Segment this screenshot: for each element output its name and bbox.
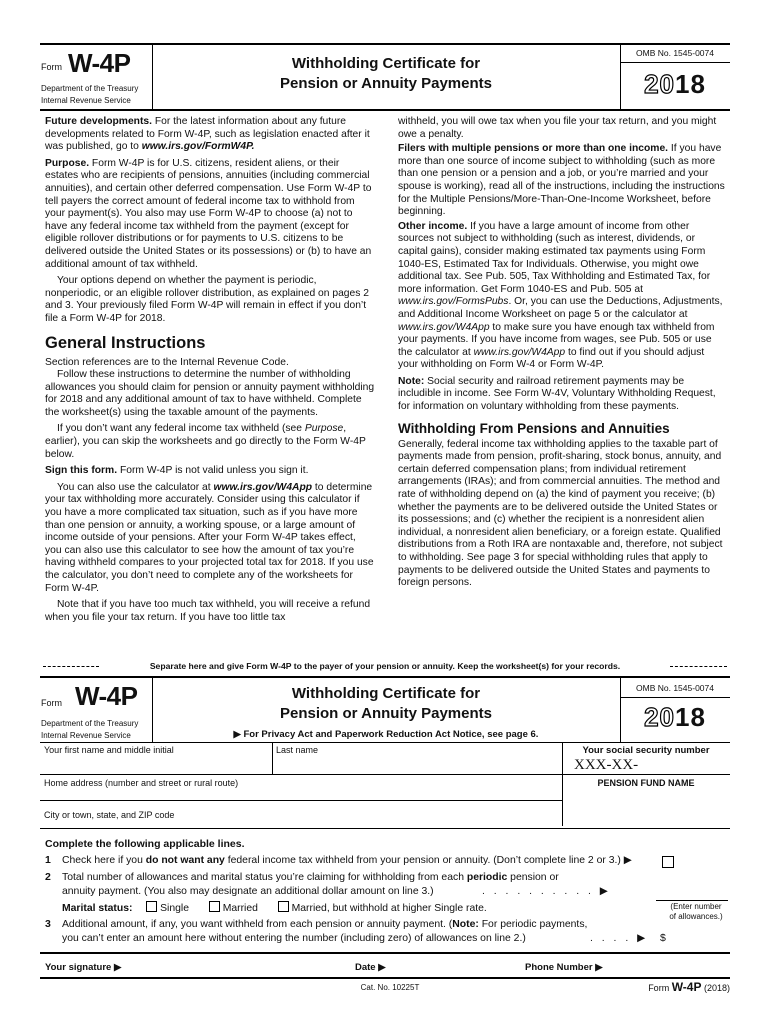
footer-form-id: [648, 980, 730, 994]
multiple-pensions-text: If you have more than one source of income subject to withholding (such as more than one pension or a pension and a job, or you’re married and your spouse is working), read all of the instructions, including the instructions for the Multiple Pensions/More-Than-One-Income Worksheet, before beginning.: [398, 143, 725, 218]
privacy-notice: ▶ For Privacy Act and Paperwork Reduction Act Notice, see page 6.: [233, 729, 539, 740]
line2-post: pension or: [507, 872, 559, 883]
line3-text: [62, 918, 662, 931]
other-income-heading: Other income.: [398, 220, 468, 232]
allowances-field[interactable]: [656, 878, 728, 900]
tax-year: [620, 69, 730, 100]
line2-bold: periodic: [466, 872, 508, 883]
single-label: Single: [160, 903, 190, 914]
calc-post: to determine your tax withholding more accurately. Consider using this calculator if you have a more complicated tax situation, such as if you have more than one pension or annuity, a working spouse, or a large amount of income outside of your pensions. After your Form W-4P takes effect, you can also use this calculator to see how the amount of tax you’re having withheld compares to your projected total tax for 2018. If you use the calculator, you don’t need to complete any of the worksheets for Form W-4P.: [45, 481, 374, 594]
w4app-link-2[interactable]: www.irs.gov/W4App: [473, 346, 566, 358]
form-title-line1: Withholding Certificate for: [291, 55, 481, 72]
refund-note-text: Note that if you have too much tax withheld, you will receive a refund when you file your tax return. If you have too little tax: [45, 599, 371, 623]
date-label: Date ▶: [355, 962, 386, 973]
city-state-zip-field[interactable]: [44, 810, 556, 828]
forms-pubs-link[interactable]: www.irs.gov/FormsPubs: [398, 296, 509, 308]
signature-bottom-rule: [40, 977, 730, 979]
form-title-lower: [152, 684, 620, 724]
first-name-field[interactable]: [44, 745, 269, 773]
line2-text: [62, 871, 662, 884]
line1-checkbox[interactable]: [662, 854, 674, 872]
sign-heading: Sign this form.: [45, 465, 118, 477]
line2-b: annuity payment. (You also may designate an additional dollar amount on line 3.): [62, 886, 434, 897]
general-instructions-heading: General Instructions: [45, 333, 206, 352]
options-text: Your options depend on whether the payment is periodic, nonperiodic, or an eligible rollover distribution, as explained on pages 2 and 3. Your previously filed Form W-4P will remain in effect if you don’t file a Form W-4P for 2018.: [45, 275, 369, 324]
footer-year: (2018): [703, 983, 730, 993]
form-top-rule: [40, 676, 730, 678]
form-word: Form: [41, 62, 62, 72]
footer-form-word: Form: [648, 983, 670, 993]
ssn-field[interactable]: XXX-XX-: [574, 757, 639, 773]
calc-link[interactable]: www.irs.gov/W4App: [213, 481, 313, 493]
tax-year-solid: 18: [675, 69, 706, 99]
line2-number: 2: [45, 871, 51, 883]
omb-number-lower: OMB No. 1545-0074: [636, 683, 714, 693]
note-heading: Note:: [398, 375, 425, 387]
department-line2: Internal Revenue Service: [41, 96, 131, 105]
single-checkbox[interactable]: [146, 903, 157, 914]
signature-top-rule: [40, 952, 730, 954]
enter-number-line2: of allowances.): [669, 912, 723, 921]
section-references: Section references are to the Internal Revenue Code.: [45, 356, 289, 368]
ssn-label: Your social security number: [582, 745, 710, 756]
department-line1: Department of the Treasury: [41, 84, 139, 93]
header-top-rule: [40, 43, 730, 45]
enter-number-line1: (Enter number: [670, 902, 722, 911]
future-heading: Future developments.: [45, 116, 152, 127]
married-label: Married: [222, 903, 258, 914]
left-column: [45, 116, 375, 624]
phone-field[interactable]: [608, 956, 728, 976]
form-word-lower: Form: [41, 698, 62, 708]
department-lower-1: Department of the Treasury: [41, 719, 139, 728]
marital-status-label: Marital status:: [62, 903, 133, 914]
line3-post: For periodic payments,: [478, 919, 588, 930]
future-text: For the latest information about any future developments related to Form W-4P, such as legislation enacted after it was published, go to: [45, 116, 370, 153]
ssn-row-rule: [562, 774, 730, 775]
other-income-text-2: . Or, you can use the Deductions, Adjustments, and Additional Income Worksheet on page 5 or the calculator at: [398, 296, 723, 320]
catalog-number: Cat. No. 10225T: [360, 983, 420, 992]
note-text: Social security and railroad retirement payments may be includible in income. See Form W-4V, Voluntary Withholding Request, for information on voluntary withholding from these payments.: [398, 375, 716, 413]
address-row-rule: [40, 800, 562, 801]
footer-form-number: W-4P: [671, 980, 702, 994]
department-lower-2: Internal Revenue Service: [41, 731, 131, 740]
omb-rule: [620, 62, 730, 63]
line2-pre: Total number of allowances and marital status you’re claiming for withholding from each: [62, 872, 467, 883]
phone-label: Phone Number ▶: [525, 962, 603, 973]
line1-pre: Check here if you: [62, 855, 146, 866]
w4app-link-1[interactable]: www.irs.gov/W4App: [398, 321, 490, 333]
line1-text: [62, 854, 662, 867]
dont-want-pre: If you don’t want any federal income tax withheld (see: [57, 423, 305, 435]
city-state-zip-label: City or town, state, and ZIP code: [44, 810, 175, 820]
calc-pre: You can also use the calculator at: [57, 481, 214, 493]
separator-dash-right: [670, 666, 727, 667]
follow-instructions-text: Follow these instructions to determine the number of withholding allowances you should claim for pension or annuity payment withholding for 2018 and any additional amount of tax to have withheld. Complete the worksheet(s) using the taxable amount of the payments.: [45, 369, 375, 418]
right-column: [398, 116, 726, 590]
tax-year-lower-solid: 18: [675, 702, 706, 732]
home-address-field[interactable]: [44, 778, 556, 800]
sign-text: Form W-4P is not valid unless you sign it.: [117, 465, 309, 477]
line3-dots: . . . . ▶: [590, 933, 649, 944]
dont-want-italic: Purpose: [304, 423, 344, 435]
continued-text: withheld, you will owe tax when you file your tax return, and you might owe a penalty.: [398, 116, 717, 140]
married-higher-checkbox[interactable]: [278, 903, 289, 914]
line3-bold: Note:: [452, 919, 479, 930]
date-field[interactable]: [395, 956, 520, 976]
signature-label: Your signature ▶: [45, 962, 122, 973]
marital-status-row: [62, 901, 542, 915]
line1-number: 1: [45, 854, 51, 866]
omb-number: OMB No. 1545-0074: [636, 48, 714, 58]
withholding-text: Generally, federal income tax withholding applies to the taxable part of payments made from pension, profit-sharing, stock bonus, annuity, and certain deferred compensation plans; from individual retirement arrangements (IRAs); and from commercial annuities. The method and rate of withholding depend on (a) the kind of payment you receive; (b) whether the payments are to be delivered outside the United States or its possessions; and (c) whether the recipient is a nonresident alien individual, a nonresident alien beneficiary, or a foreign estate. Qualified distributions from a Roth IRA are nontaxable and, therefore, not subject to withholding. See page 3 for special withholding rules that apply to payments to be delivered outside the United States and payments to foreign persons.: [398, 438, 723, 589]
form-number-lower: W-4P: [75, 681, 138, 711]
line1-bold: do not want any: [145, 855, 225, 866]
allowances-underline: [656, 900, 728, 901]
name-divider: [272, 742, 273, 774]
form-title-line2: Pension or Annuity Payments: [280, 75, 492, 92]
pension-fund-name: PENSION FUND NAME: [597, 778, 695, 788]
omb-rule-lower: [620, 697, 730, 698]
line3-pre: Additional amount, if any, you want withheld from each pension or annuity payment. (: [62, 919, 453, 930]
dollar-sign: $: [660, 932, 666, 944]
dont-want-post: , earlier), you can skip the worksheets and go directly to the Form W-4P below.: [45, 423, 366, 460]
line3-number: 3: [45, 918, 51, 930]
form-title-lower-line2: Pension or Annuity Payments: [280, 705, 492, 722]
separator-dash-left: [43, 666, 99, 667]
form-title: [152, 54, 620, 94]
last-name-field[interactable]: [276, 745, 559, 773]
last-name-label: Last name: [276, 745, 319, 755]
other-income-text-3: to make sure you have enough tax withheld from your payments. If you have income from wages, see Pub. 505 or use the calculator at: [398, 321, 715, 358]
future-link[interactable]: www.irs.gov/FormW4P.: [141, 141, 255, 153]
form-header-bottom-rule: [40, 742, 730, 743]
city-row-rule: [40, 828, 730, 829]
separator-text: Separate here and give Form W-4P to the payer of your pension or annuity. Keep the worksheet(s) for your records.: [149, 661, 621, 671]
line2-text-b: [62, 885, 662, 898]
header-bottom-rule: [40, 109, 730, 111]
other-income-text-1: If you have a large amount of income from other sources not subject to withholding (such as interest, dividends, or capital gains), consider making estimated tax payments using Form 1040-ES, Estimated Tax for Individuals. Otherwise, you might owe additional tax. See Pub. 505, Tax Withholding and Estimated Tax, for more information. Get Form 1040-ES and Pub. 505 at: [398, 220, 711, 295]
tax-year-lower: [620, 702, 730, 733]
line2-dots: . . . . . . . . . . ▶: [482, 886, 611, 897]
signature-field[interactable]: [140, 956, 350, 976]
home-address-label: Home address (number and street or rural route): [44, 778, 239, 788]
other-income-text-4: to find out if you should adjust your withholding on Form W-4 or Form W-4P.: [398, 346, 705, 371]
line1-post: federal income tax withheld from your pension or annuity. (Don’t complete line 2 or 3.) ▶: [224, 855, 632, 866]
married-higher-label: Married, but withhold at higher Single rate.: [291, 903, 487, 914]
form-title-lower-line1: Withholding Certificate for: [291, 685, 481, 702]
first-name-label: Your first name and middle initial: [44, 745, 174, 755]
tax-year-outline: 20: [644, 69, 675, 99]
multiple-pensions-heading: Filers with multiple pensions or more than one income.: [398, 143, 669, 155]
line3-b: you can’t enter an amount here without entering the number (including zero) of allowances on line 2.): [62, 933, 526, 944]
name-row-rule: [40, 774, 562, 775]
purpose-text: Form W-4P is for U.S. citizens, resident aliens, or their estates who are recipients of pensions, annuities (including commercial annuities), and certain other deferred compensation. Use Form W-4P to tell payers the correct amount of federal income tax to withhold from your payment(s). You also may use Form W-4P to choose (a) not to have any federal income tax withheld from the payment (except for eligible rollover distributions or for payments to U.S. citizens to be delivered outside the United States or its possessions) or (b) to have an additional amount of tax withheld.: [45, 157, 372, 270]
tax-year-lower-outline: 20: [644, 702, 675, 732]
complete-lines-heading: Complete the following applicable lines.: [45, 838, 245, 850]
purpose-heading: Purpose.: [45, 157, 90, 169]
additional-amount-field[interactable]: [670, 928, 728, 944]
form-number: W-4P: [68, 48, 131, 78]
married-checkbox[interactable]: [209, 903, 220, 914]
enter-number-note: [660, 902, 732, 922]
withholding-heading: Withholding From Pensions and Annuities: [398, 420, 670, 436]
line3-text-b: [62, 932, 662, 945]
